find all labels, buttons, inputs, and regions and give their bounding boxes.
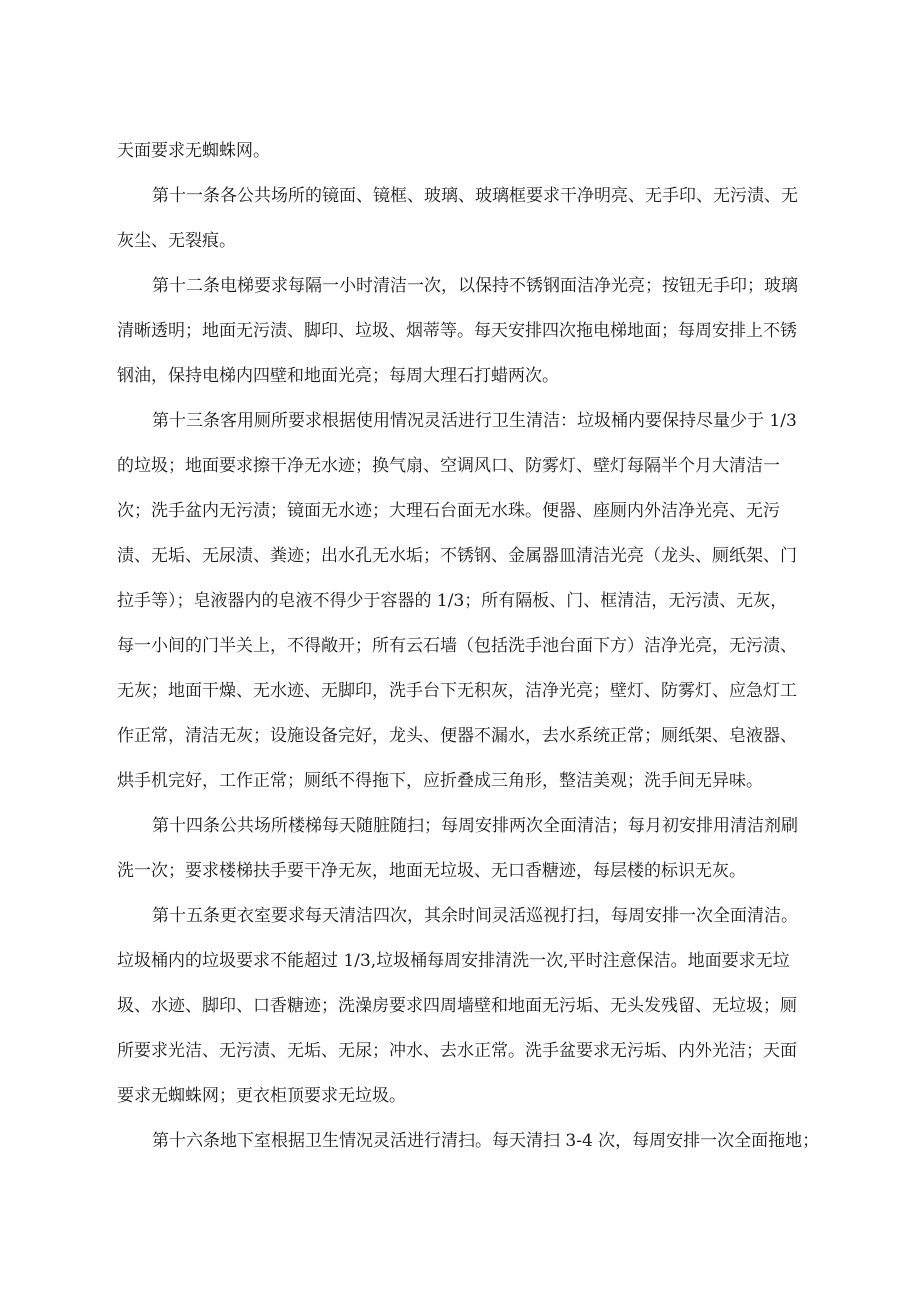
text-line: 所要求光洁、无污渍、无垢、无尿；冲水、去水正常。洗手盆要求无污垢、内外光洁；天面 [117, 1041, 797, 1061]
text-line: 第十六条地下室根据卫生情况灵活进行清扫。每天清扫 3-4 次，每周安排一次全面拖地； [152, 1131, 820, 1151]
text-line: 第十三条客用厕所要求根据使用情况灵活进行卫生清洁：垃圾桶内要保持尽量少于 1/3 [152, 411, 797, 431]
text-line: 每一小间的门半关上，不得敞开；所有云石墙（包括洗手池台面下方）洁净光亮，无污渍、 [117, 636, 797, 656]
text-line: 第十一条各公共场所的镜面、镜框、玻璃、玻璃框要求干净明亮、无手印、无污渍、无 [152, 186, 798, 206]
text-line: 渍、无垢、无尿渍、粪迹；出水孔无水垢；不锈钢、金属器皿清洁光亮（龙头、厕纸架、门 [117, 546, 797, 566]
text-line: 灰尘、无裂痕。 [117, 231, 236, 251]
text-line: 钢油，保持电梯内四壁和地面光亮；每周大理石打蜡两次。 [117, 366, 559, 386]
text-line: 作正常，清洁无灰；设施设备完好，龙头、便器不漏水，去水系统正常；厕纸架、皂液器、 [117, 726, 797, 746]
text-line: 圾、水迹、脚印、口香糖迹；洗澡房要求四周墙壁和地面无污垢、无头发残留、无垃圾；厕 [117, 996, 797, 1016]
text-line: 天面要求无蜘蛛网。 [117, 141, 270, 161]
text-line: 第十四条公共场所楼梯每天随脏随扫；每周安排两次全面清洁；每月初安排用清洁剂刷 [152, 816, 798, 836]
text-line: 垃圾桶内的垃圾要求不能超过 1/3,垃圾桶每周安排清洗一次,平时注意保洁。地面要求无垃 [117, 951, 790, 971]
text-line: 无灰；地面干燥、无水迹、无脚印，洗手台下无积灰，洁净光亮；壁灯、防雾灯、应急灯工 [117, 681, 797, 701]
text-line: 拉手等）；皂液器内的皂液不得少于容器的 1/3；所有隔板、门、框清洁，无污渍、无灰， [117, 591, 788, 611]
text-line: 第十五条更衣室要求每天清洁四次，其余时间灵活巡视打扫，每周安排一次全面清洁。 [152, 906, 798, 926]
text-line: 要求无蜘蛛网；更衣柜顶要求无垃圾。 [117, 1086, 406, 1106]
text-line: 次；洗手盆内无污渍；镜面无水迹；大理石台面无水珠。便器、座厕内外洁净光亮、无污 [117, 501, 780, 521]
text-line: 第十二条电梯要求每隔一小时清洁一次，以保持不锈钢面洁净光亮；按钮无手印；玻璃 [152, 276, 798, 296]
text-line: 烘手机完好，工作正常；厕纸不得拖下，应折叠成三角形，整洁美观；洗手间无异味。 [117, 771, 763, 791]
text-line: 清晰透明；地面无污渍、脚印、垃圾、烟蒂等。每天安排四次拖电梯地面；每周安排上不锈 [117, 321, 797, 341]
text-line: 的垃圾；地面要求擦干净无水迹；换气扇、空调风口、防雾灯、壁灯每隔半个月大清洁一 [117, 456, 780, 476]
text-line: 洗一次；要求楼梯扶手要干净无灰，地面无垃圾、无口香糖迹，每层楼的标识无灰。 [117, 861, 746, 881]
